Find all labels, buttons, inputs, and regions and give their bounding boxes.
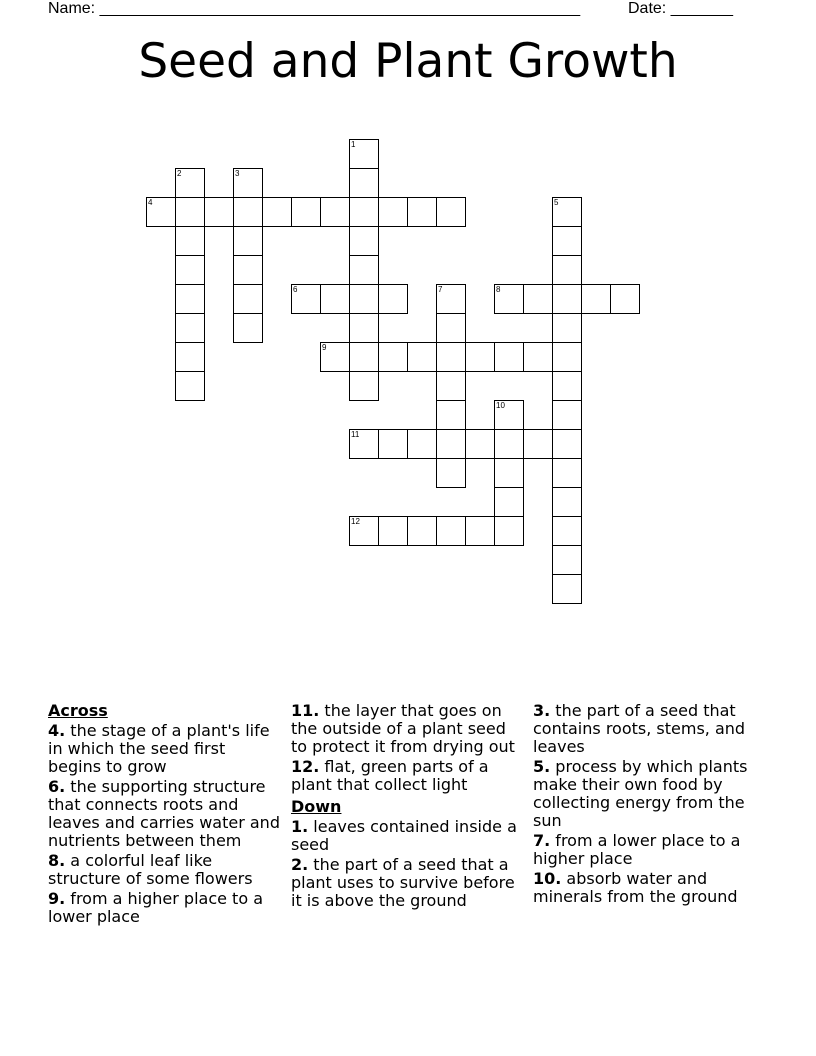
crossword-cell[interactable] — [378, 516, 408, 546]
clue-text: a colorful leaf like structure of some flowers — [48, 851, 253, 888]
crossword-cell[interactable] — [407, 516, 437, 546]
crossword-cell[interactable] — [320, 342, 350, 372]
cell-number: 4 — [148, 198, 153, 207]
crossword-cell[interactable] — [349, 313, 379, 343]
crossword-cell[interactable] — [320, 197, 350, 227]
clue-text: flat, green parts of a plant that collect light — [291, 757, 489, 794]
crossword-cell[interactable] — [552, 197, 582, 227]
crossword-cell[interactable] — [610, 284, 640, 314]
crossword-cell[interactable] — [552, 226, 582, 256]
down-heading: Down — [291, 797, 342, 816]
crossword-cell[interactable] — [552, 284, 582, 314]
cell-number: 6 — [293, 285, 298, 294]
crossword-cell[interactable] — [175, 255, 205, 285]
crossword-cell[interactable] — [494, 516, 524, 546]
crossword-cell[interactable] — [552, 545, 582, 575]
clue-number: 5. — [533, 757, 551, 776]
crossword-cell[interactable] — [552, 487, 582, 517]
crossword-cell[interactable] — [233, 168, 263, 198]
crossword-cell[interactable] — [146, 197, 176, 227]
clue-text: leaves contained inside a seed — [291, 817, 517, 854]
crossword-cell[interactable] — [436, 342, 466, 372]
crossword-cell[interactable] — [407, 197, 437, 227]
crossword-cell[interactable] — [552, 516, 582, 546]
crossword-cell[interactable] — [494, 342, 524, 372]
crossword-cell[interactable] — [494, 458, 524, 488]
crossword-cell[interactable] — [378, 284, 408, 314]
crossword-cell[interactable] — [552, 429, 582, 459]
clue-text: from a higher place to a lower place — [48, 889, 263, 926]
crossword-cell[interactable] — [465, 429, 495, 459]
crossword-cell[interactable] — [436, 313, 466, 343]
clue-number: 7. — [533, 831, 551, 850]
cell-number: 5 — [554, 198, 559, 207]
crossword-cell[interactable] — [320, 284, 350, 314]
crossword-cell[interactable] — [175, 226, 205, 256]
clue-down-7 — [533, 832, 768, 868]
crossword-cell[interactable] — [552, 574, 582, 604]
crossword-cell[interactable] — [349, 516, 379, 546]
crossword-cell[interactable] — [175, 342, 205, 372]
crossword-cell[interactable] — [407, 429, 437, 459]
crossword-cell[interactable] — [494, 400, 524, 430]
crossword-cell[interactable] — [552, 458, 582, 488]
crossword-cell[interactable] — [436, 516, 466, 546]
clue-down-2 — [291, 856, 523, 910]
clues-column-1 — [48, 702, 280, 928]
clue-down-5 — [533, 758, 768, 830]
clue-number: 8. — [48, 851, 66, 870]
crossword-cell[interactable] — [233, 313, 263, 343]
crossword-cell[interactable] — [175, 197, 205, 227]
clue-text: the part of a seed that a plant uses to survive before it is above the ground — [291, 855, 515, 910]
crossword-cell[interactable] — [349, 342, 379, 372]
crossword-cell[interactable] — [552, 313, 582, 343]
clue-down-1 — [291, 818, 523, 854]
clue-across-8 — [48, 852, 280, 888]
across-heading: Across — [48, 701, 108, 720]
crossword-cell[interactable] — [349, 168, 379, 198]
clue-across-9 — [48, 890, 280, 926]
clue-number: 2. — [291, 855, 309, 874]
cell-number: 3 — [235, 169, 240, 178]
crossword-cell[interactable] — [349, 139, 379, 169]
clue-number: 3. — [533, 701, 551, 720]
clue-number: 1. — [291, 817, 309, 836]
crossword-cell[interactable] — [175, 284, 205, 314]
cell-number: 8 — [496, 285, 501, 294]
crossword-cell[interactable] — [552, 400, 582, 430]
crossword-cell[interactable] — [523, 429, 553, 459]
clues-column-2 — [291, 702, 523, 912]
crossword-cell[interactable] — [233, 284, 263, 314]
name-field-label: Name: ______________________________________________________ — [48, 0, 581, 17]
crossword-cell[interactable] — [436, 371, 466, 401]
crossword-cell[interactable] — [291, 284, 321, 314]
crossword-cell[interactable] — [378, 429, 408, 459]
crossword-cell[interactable] — [204, 197, 234, 227]
crossword-cell[interactable] — [291, 197, 321, 227]
clue-number: 12. — [291, 757, 320, 776]
crossword-cell[interactable] — [552, 342, 582, 372]
clue-text: absorb water and minerals from the ground — [533, 869, 738, 906]
clue-text: the stage of a plant's life in which the seed first begins to grow — [48, 721, 270, 776]
clue-number: 6. — [48, 777, 66, 796]
crossword-cell[interactable] — [378, 342, 408, 372]
clue-number: 4. — [48, 721, 66, 740]
cell-number: 9 — [322, 343, 327, 352]
clue-across-6 — [48, 778, 280, 850]
crossword-cell[interactable] — [523, 342, 553, 372]
crossword-cell[interactable] — [523, 284, 553, 314]
crossword-cell[interactable] — [233, 197, 263, 227]
page-title: Seed and Plant Growth — [138, 34, 678, 89]
crossword-cell[interactable] — [436, 284, 466, 314]
crossword-cell[interactable] — [175, 313, 205, 343]
crossword-cell[interactable] — [349, 429, 379, 459]
clue-text: from a lower place to a higher place — [533, 831, 741, 868]
crossword-cell[interactable] — [465, 342, 495, 372]
crossword-cell[interactable] — [552, 371, 582, 401]
clue-text: the part of a seed that contains roots, stems, and leaves — [533, 701, 746, 756]
clue-across-11 — [291, 702, 523, 756]
crossword-cell[interactable] — [349, 255, 379, 285]
crossword-cell[interactable] — [465, 516, 495, 546]
clues-column-3 — [533, 702, 768, 908]
crossword-cell[interactable] — [262, 197, 292, 227]
crossword-cell[interactable] — [349, 371, 379, 401]
crossword-cell[interactable] — [581, 284, 611, 314]
crossword-cell[interactable] — [436, 400, 466, 430]
crossword-cell[interactable] — [436, 458, 466, 488]
crossword-cell[interactable] — [349, 226, 379, 256]
clue-across-4 — [48, 722, 280, 776]
clue-number: 10. — [533, 869, 562, 888]
crossword-cell[interactable] — [407, 342, 437, 372]
cell-number: 10 — [496, 401, 505, 410]
crossword-cell[interactable] — [552, 255, 582, 285]
clue-down-10 — [533, 870, 768, 906]
crossword-cell[interactable] — [436, 197, 466, 227]
crossword-cell[interactable] — [233, 255, 263, 285]
clue-text: the layer that goes on the outside of a plant seed to protect it from drying out — [291, 701, 515, 756]
crossword-cell[interactable] — [349, 197, 379, 227]
date-field-label: Date: _______ — [628, 0, 733, 17]
clue-number: 11. — [291, 701, 320, 720]
crossword-cell[interactable] — [494, 284, 524, 314]
cell-number: 12 — [351, 517, 360, 526]
crossword-cell[interactable] — [494, 487, 524, 517]
cell-number: 1 — [351, 140, 356, 149]
crossword-cell[interactable] — [175, 168, 205, 198]
clue-across-12 — [291, 758, 523, 794]
clue-number: 9. — [48, 889, 66, 908]
crossword-cell[interactable] — [233, 226, 263, 256]
crossword-cell[interactable] — [494, 429, 524, 459]
crossword-cell[interactable] — [378, 197, 408, 227]
cell-number: 7 — [438, 285, 443, 294]
clue-text: the supporting structure that connects roots and leaves and carries water and nutrients between them — [48, 777, 280, 850]
crossword-cell[interactable] — [436, 429, 466, 459]
cell-number: 11 — [351, 430, 360, 439]
cell-number: 2 — [177, 169, 182, 178]
crossword-cell[interactable] — [349, 284, 379, 314]
clue-text: process by which plants make their own food by collecting energy from the sun — [533, 757, 748, 830]
clue-down-3 — [533, 702, 768, 756]
crossword-cell[interactable] — [175, 371, 205, 401]
